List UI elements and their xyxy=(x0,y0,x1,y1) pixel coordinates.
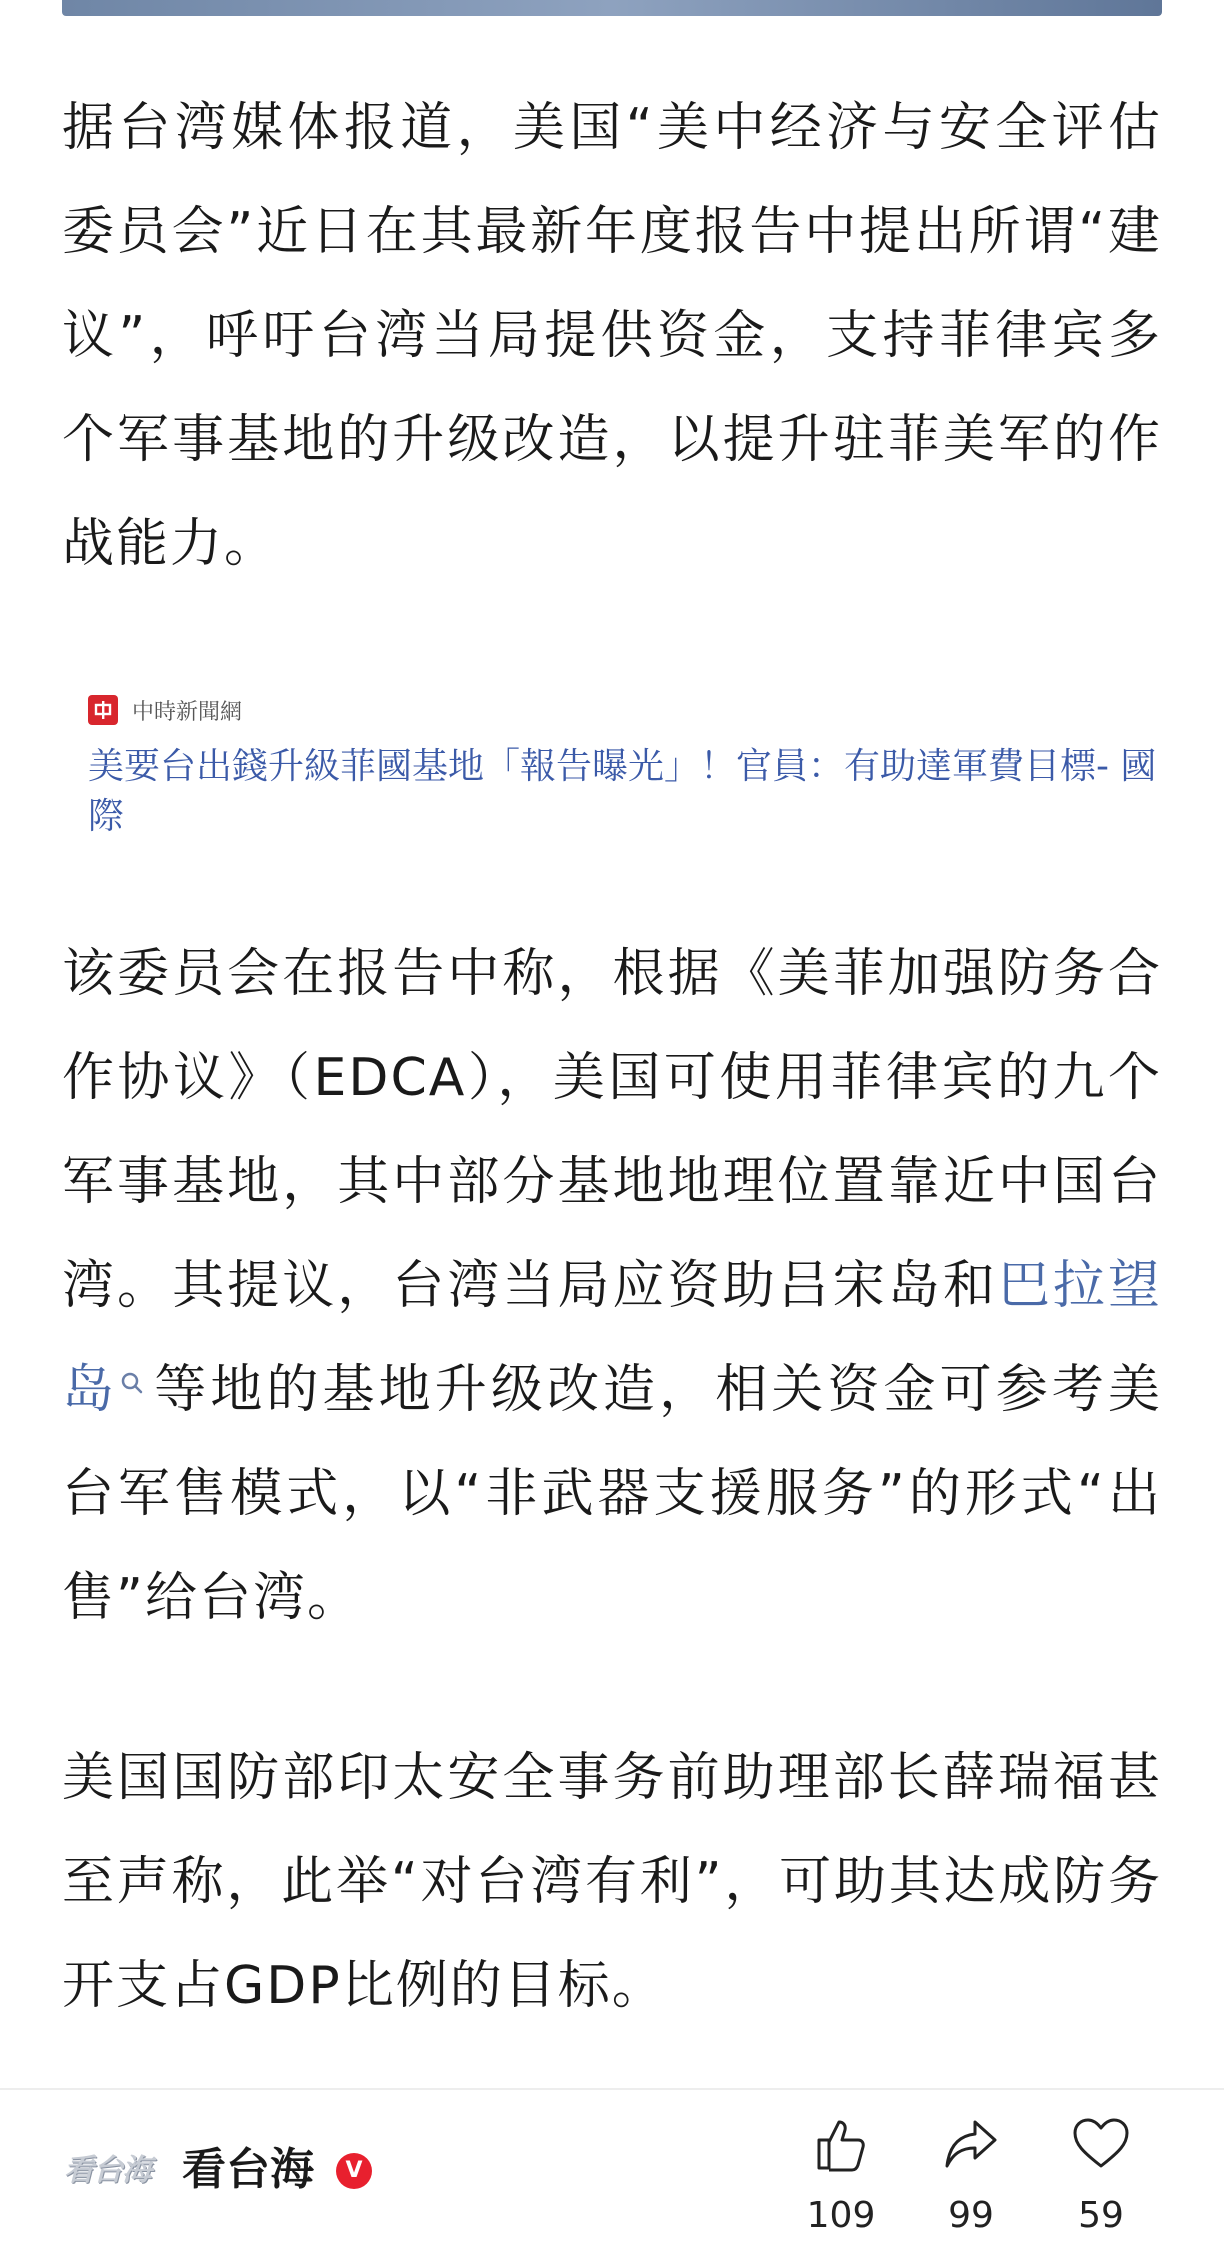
favorite-button[interactable] xyxy=(1046,2114,1156,2238)
article-paragraph xyxy=(62,922,1162,1650)
share-count: 99 xyxy=(948,2195,994,2236)
favorite-count: 59 xyxy=(1078,2195,1124,2236)
like-button[interactable] xyxy=(786,2114,896,2238)
paragraph-text: 等地的基地升级改造，相关资金可参考美台军售模式，以“非武器支援服务”的形式“出售”给台湾。 xyxy=(62,1360,1162,1628)
link-card-title[interactable]: 美要台出錢升級菲國基地「報告曝光」！官員：有助達軍費目標- 國際 xyxy=(88,746,1157,837)
source-logo-icon xyxy=(88,695,118,725)
author-name[interactable]: 看台海 xyxy=(182,2144,314,2195)
search-icon[interactable] xyxy=(118,1338,146,1378)
article-paragraph: 美国国防部印太安全事务前助理部长薛瑞福甚至声称，此举“对台湾有利”，可助其达成防务开支占GDP比例的目标。 xyxy=(62,1748,1162,2016)
article-image-bottom-edge[interactable] xyxy=(62,0,1162,16)
article-paragraph: 据台湾媒体报道，美国“美中经济与安全评估委员会”近日在其最新年度报告中提出所谓“建议”，呼吁台湾当局提供资金，支持菲律宾多个军事基地的升级改造，以提升驻菲美军的作战能力。 xyxy=(62,98,1162,574)
place-search-link[interactable]: 巴拉望岛 xyxy=(62,1256,1162,1420)
news-link-card[interactable] xyxy=(88,690,1168,842)
like-count: 109 xyxy=(806,2195,876,2236)
verified-icon: V xyxy=(336,2153,372,2189)
author-avatar[interactable]: 看台海 xyxy=(64,2153,151,2188)
share-button[interactable] xyxy=(916,2114,1026,2238)
thumbs-up-icon xyxy=(811,2114,871,2174)
post-footer-bar xyxy=(0,2090,1224,2244)
source-name: 中時新聞網 xyxy=(132,699,243,725)
link-card-source xyxy=(88,690,1168,730)
heart-icon xyxy=(1071,2114,1131,2174)
share-icon xyxy=(941,2114,1001,2174)
paragraph-text: 该委员会在报告中称，根据《美菲加强防务合作协议》（EDCA），美国可使用菲律宾的九个军事基地，其中部分基地地理位置靠近中国台湾。其提议，台湾当局应资助吕宋岛和 xyxy=(62,944,1162,1316)
